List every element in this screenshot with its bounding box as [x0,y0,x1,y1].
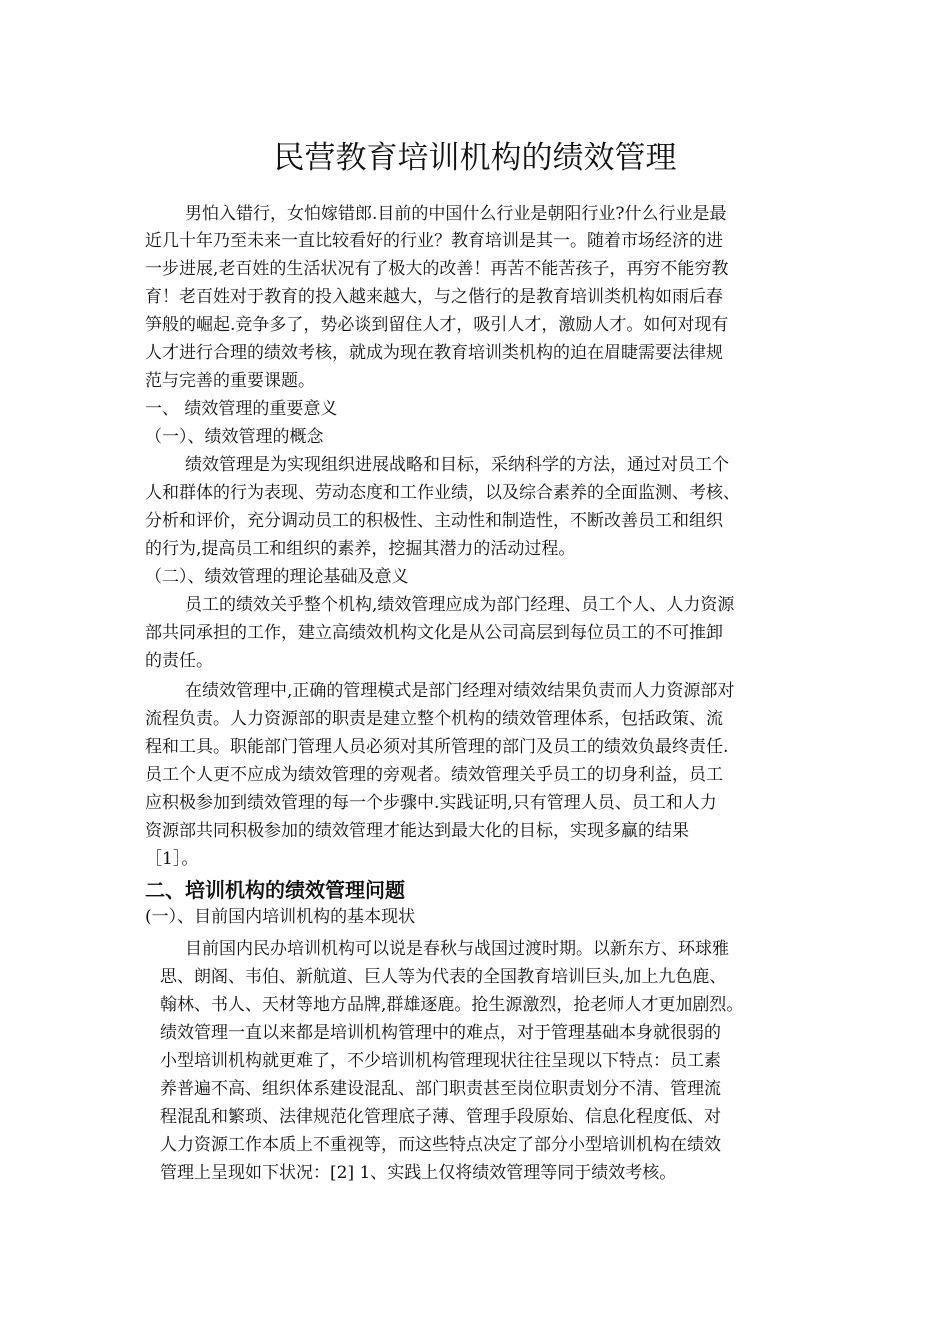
document-title: 民营教育培训机构的绩效管理 [273,140,677,176]
subsection-heading: (一）、目前国内培训机构的基本现状 [145,907,416,927]
text-line: 人和群体的行为表现、劳动态度和工作业绩，以及综合素养的全面监测、考核、 [145,483,740,503]
text-line: 管理上呈现如下状况：[2] 1、实践上仅将绩效管理等同于绩效考核。 [160,1163,677,1183]
subsection-heading: （一）、绩效管理的概念 [145,427,324,447]
text-line: 分析和评价，充分调动员工的积极性、主动性和制造性，不断改善员工和组织 [145,511,723,531]
text-line: 资源部共同积极参加的绩效管理才能达到最大化的目标，实现多赢的结果 [145,821,689,841]
text-line: ［1］。 [145,849,199,869]
text-line: 人力资源工作本质上不重视等，而这些特点决定了部分小型培训机构在绩效 [160,1135,721,1155]
text-line: 的责任。 [145,651,213,671]
text-line: 目前国内民办培训机构可以说是春秋与战国过渡时期。以新东方、环球雅 [185,939,729,959]
text-line: 员工的绩效关乎整个机构,绩效管理应成为部门经理、员工个人、人力资源 [185,595,735,615]
text-line: 流程负责。人力资源部的职责是建立整个机构的绩效管理体系，包括政策、流 [145,709,723,729]
text-line: 的行为,提高员工和组织的素养，挖掘其潜力的活动过程。 [145,539,576,559]
text-line: 程混乱和繁琐、法律规范化管理底子薄、管理手段原始、信息化程度低、对 [160,1107,721,1127]
section-heading: 二、培训机构的绩效管理问题 [145,878,405,902]
text-line: 养普遍不高、组织体系建设混乱、部门职责甚至岗位职责划分不清、管理流 [160,1079,721,1099]
text-line: 思、朗阁、韦伯、新航道、巨人等为代表的全国教育培训巨头,加上九色鹿、 [160,967,727,987]
text-line: 员工个人更不应成为绩效管理的旁观者。绩效管理关乎员工的切身利益，员工 [145,765,723,785]
text-line: 笋般的崛起.竞争多了，势必谈到留住人才，吸引人才，激励人才。如何对现有 [145,315,729,335]
section-heading: 一、 绩效管理的重要意义 [145,399,338,419]
text-line: 人才进行合理的绩效考核，就成为现在教育培训类机构的迫在眉睫需要法律规 [145,343,723,363]
text-line: 在绩效管理中,正确的管理模式是部门经理对绩效结果负责而人力资源部对 [185,681,735,701]
text-line: 翰林、书人、天材等地方品牌,群雄逐鹿。抢生源激烈，抢老师人才更加剧烈。 [160,995,744,1015]
subsection-heading: （二）、绩效管理的理论基础及意义 [145,567,409,587]
text-line: 范与完善的重要课题。 [145,371,315,391]
text-line: 绩效管理一直以来都是培训机构管理中的难点，对于管理基础本身就很弱的 [160,1023,721,1043]
text-line: 程和工具。职能部门管理人员必须对其所管理的部门及员工的绩效负最终责任. [145,737,729,757]
text-line: 应积极参加到绩效管理的每一个步骤中.实践证明,只有管理人员、员工和人力 [145,793,717,813]
text-line: 近几十年乃至未来一直比较看好的行业？教育培训是其一。随着市场经济的进 [145,231,723,251]
text-line: 男怕入错行，女怕嫁错郎.目前的中国什么行业是朝阳行业?什么行业是最 [185,204,727,224]
text-line: 小型培训机构就更难了，不少培训机构管理现状往往呈现以下特点：员工素 [160,1051,721,1071]
text-line: 绩效管理是为实现组织进展战略和目标，采纳科学的方法，通过对员工个 [185,455,729,475]
text-line: 部共同承担的工作，建立高绩效机构文化是从公司高层到每位员工的不可推卸 [145,623,723,643]
text-line: 一步进展,老百姓的生活状况有了极大的改善！再苦不能苦孩子，再穷不能穷教 [145,259,729,279]
text-line: 育！老百姓对于教育的投入越来越大，与之偕行的是教育培训类机构如雨后春 [145,287,723,307]
